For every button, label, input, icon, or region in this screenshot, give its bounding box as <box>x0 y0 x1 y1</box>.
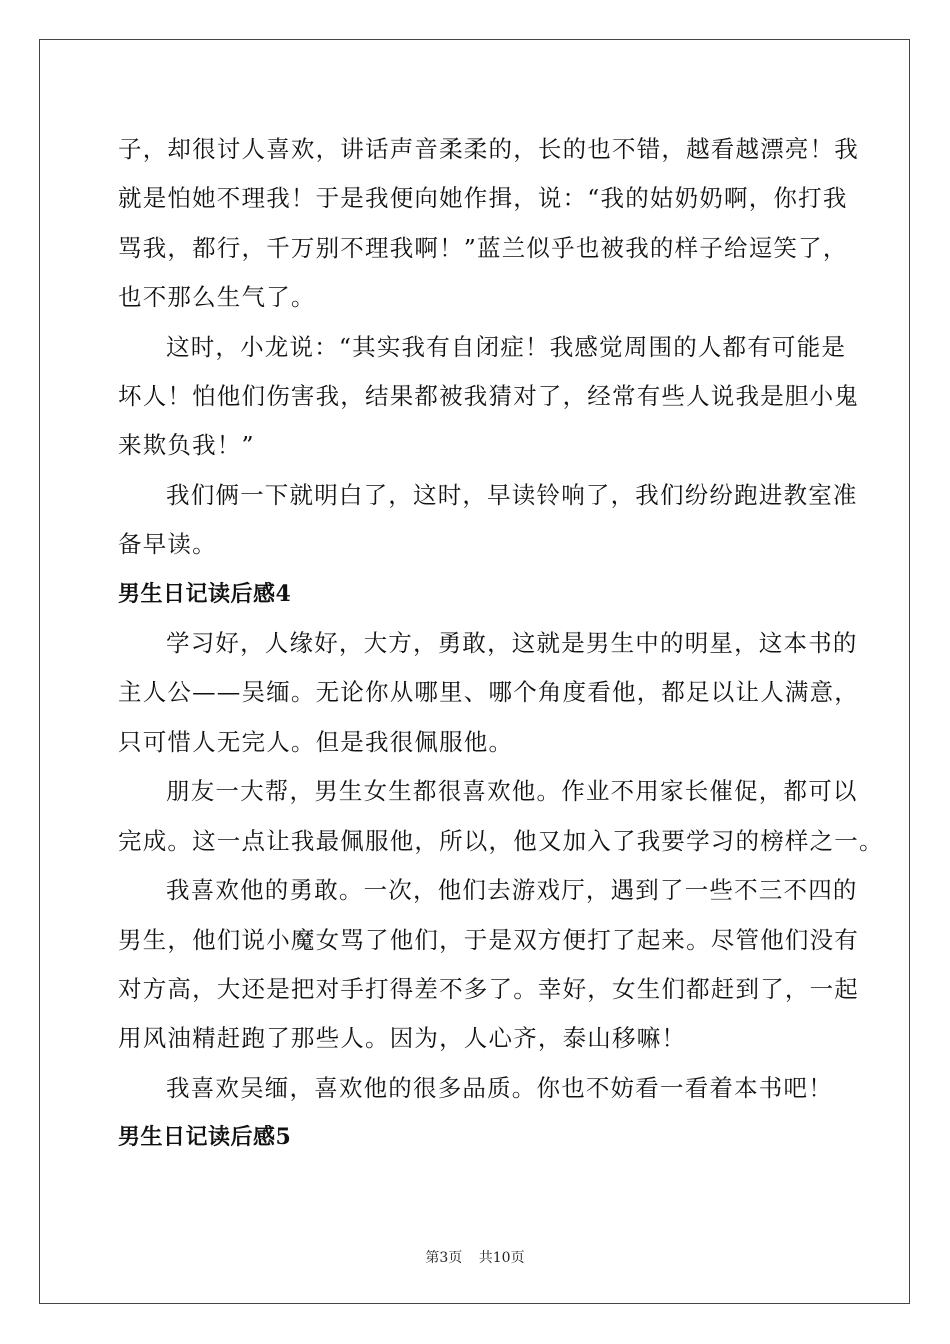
page-number: 第3页 <box>425 1250 463 1266</box>
document-body <box>118 125 884 1163</box>
paragraph <box>118 323 859 471</box>
text-line: 坏人！怕他们伤害我，结果都被我猜对了，经常有些人说我是胆小鬼 <box>118 382 859 411</box>
page-total: 共10页 <box>478 1250 525 1266</box>
paragraph <box>118 1064 838 1113</box>
text-line: 完成。这一点让我最佩服他，所以，他又加入了我要学习的榜样之一。 <box>118 826 884 855</box>
text-line: 对方高，大还是把对手打得差不多了。幸好，女生们都赶到了，一起 <box>118 974 859 1003</box>
section-heading: 男生日记读后感4 <box>118 580 292 607</box>
text-line: 只可惜人无完人。但是我很佩服他。 <box>118 727 514 756</box>
paragraph <box>118 619 859 767</box>
text-line: 骂我，都行，千万别不理我啊！”蓝兰似乎也被我的样子给逗笑了， <box>118 233 848 262</box>
text-line: 我喜欢吴缅，喜欢他的很多品质。你也不妨看一看着本书吧！ <box>166 1073 833 1102</box>
paragraph <box>118 767 884 866</box>
section-heading: 男生日记读后感5 <box>118 1124 292 1151</box>
text-line: 子，却很讨人喜欢，讲话声音柔柔的，长的也不错，越看越漂亮！我 <box>118 135 859 163</box>
text-line: 也不那么生气了。 <box>118 283 316 312</box>
text-line: 用风油精赶跑了那些人。因为，人心齐，泰山移嘛！ <box>118 1024 687 1053</box>
page-footer <box>0 1247 950 1267</box>
text-line: 备早读。 <box>118 530 217 559</box>
paragraph <box>118 125 859 323</box>
text-line: 来欺负我！” <box>118 431 255 460</box>
text-line: 这时，小龙说：“其实我有自闭症！我感觉周围的人都有可能是 <box>166 332 847 361</box>
paragraph <box>118 866 859 1064</box>
text-line: 朋友一大帮，男生女生都很喜欢他。作业不用家长催促，都可以 <box>166 777 858 806</box>
text-line: 我们俩一下就明白了，这时，早读铃响了，我们纷纷跑进教室准 <box>166 480 858 509</box>
text-line: 男生，他们说小魔女骂了他们，于是双方便打了起来。尽管他们没有 <box>118 925 859 954</box>
text-line: 主人公——吴缅。无论你从哪里、哪个角度看他，都足以让人满意， <box>118 678 859 707</box>
text-line: 就是怕她不理我！于是我便向她作揖，说：“我的姑奶奶啊，你打我 <box>118 184 848 213</box>
paragraph <box>118 471 858 570</box>
text-line: 学习好，人缘好，大方，勇敢，这就是男生中的明星，这本书的 <box>166 629 858 658</box>
text-line: 我喜欢他的勇敢。一次，他们去游戏厅，遇到了一些不三不四的 <box>166 876 858 905</box>
